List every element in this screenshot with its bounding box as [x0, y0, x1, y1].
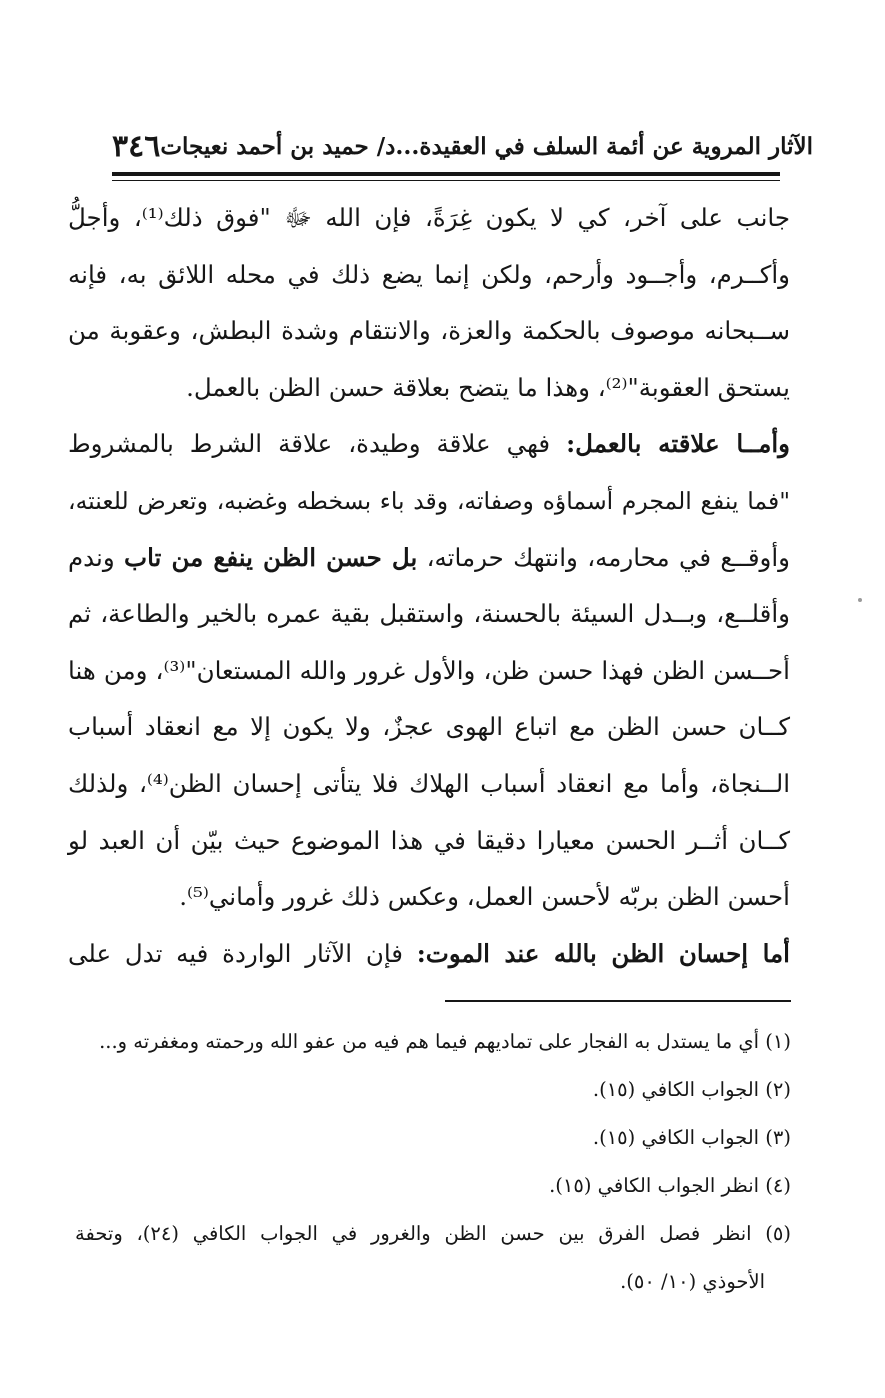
main-text — [68, 190, 790, 982]
footnote-5: (٥) انظر فصل الفرق بين حسن الظن والغرور في الجواب الكافي (٢٤)، وتحفة — [75, 1222, 791, 1245]
footnote-5-continuation: الأحوذي (١٠/ ٥٠). — [620, 1270, 765, 1293]
text-line: يستحق العقوبة"⁽²⁾، وهذا ما يتضح بعلاقة حسن الظن بالعمل. — [186, 372, 790, 402]
text-line: أحــسن الظن فهذا حسن ظن، والأول غرور والله المستعان"⁽³⁾، ومن هنا — [68, 655, 790, 685]
emphasized-phrase: بل حسن الظن ينفع من تاب — [124, 542, 418, 572]
footnote-2: (٢) الجواب الكافي (١٥). — [592, 1078, 791, 1101]
footnote-separator — [445, 1000, 791, 1002]
text-line: كــان حسن الظن مع اتباع الهوى عجزٌ، ولا يكون إلا مع انعقاد أسباب — [68, 712, 790, 742]
footnote-3: (٣) الجواب الكافي (١٥). — [592, 1126, 791, 1149]
section-heading-relation-to-deeds: وأمــا علاقته بالعمل: — [566, 429, 790, 459]
text-line: جانب على آخر، كي لا يكون غِرَةً، فإن الله ﷻ "فوق ذلك⁽¹⁾، وأجلُّ — [68, 203, 790, 232]
running-title: الآثار المروية عن أئمة السلف في العقيدة...د/ حميد بن أحمد نعيجات — [160, 132, 814, 160]
text-line: الــنجاة، وأما مع انعقاد أسباب الهلاك فلا يتأتى إحسان الظن⁽⁴⁾، ولذلك — [68, 768, 791, 798]
text-line: أحسن الظن بربّه لأحسن العمل، وعكس ذلك غرور وأماني⁽⁵⁾. — [179, 882, 790, 912]
text-line: وأقلــع، وبــدل السيئة بالحسنة، واستقبل بقية عمره بالخير والطاعة، ثم — [68, 599, 790, 629]
text-line: وأكــرم، وأجــود وأرحم، ولكن إنما يضع ذلك في محله اللائق به، فإنه — [68, 259, 790, 289]
section-heading-line: أما إحسان الظن بالله عند الموت: فإن الآثار الواردة فيه تدل على — [68, 938, 790, 968]
page-number: ٣٤٦ — [112, 128, 161, 164]
paper-speck — [858, 598, 862, 602]
text-line: "فما ينفع المجرم أسماؤه وصفاته، وقد باء بسخطه وغضبه، وتعرض للعنته، — [68, 486, 790, 515]
footnote-4: (٤) انظر الجواب الكافي (١٥). — [549, 1174, 791, 1197]
running-header — [112, 124, 814, 168]
header-rule-thick — [112, 172, 780, 176]
footnotes — [75, 1018, 791, 1306]
section-heading-line: وأمــا علاقته بالعمل: فهي علاقة وطيدة، علاقة الشرط بالمشروط — [68, 429, 790, 459]
text-line: ســبحانه موصوف بالحكمة والعزة، والانتقام وشدة البطش، وعقوبة من — [68, 316, 790, 346]
header-rule-thin — [112, 180, 780, 181]
text-line: كــان أثــر الحسن معيارا دقيقا في هذا الموضوع حيث بيّن أن العبد لو — [68, 825, 790, 855]
footnote-1: (١) أي ما يستدل به الفجار على تماديهم فيما هم فيه من عفو الله ورحمته ومغفرته و... — [99, 1030, 791, 1053]
text-line: وأوقــع في محارمه، وانتهك حرماته، بل حسن الظن ينفع من تاب وندم — [68, 542, 791, 572]
section-heading-good-opinion-at-death: أما إحسان الظن بالله عند الموت: — [416, 938, 790, 968]
